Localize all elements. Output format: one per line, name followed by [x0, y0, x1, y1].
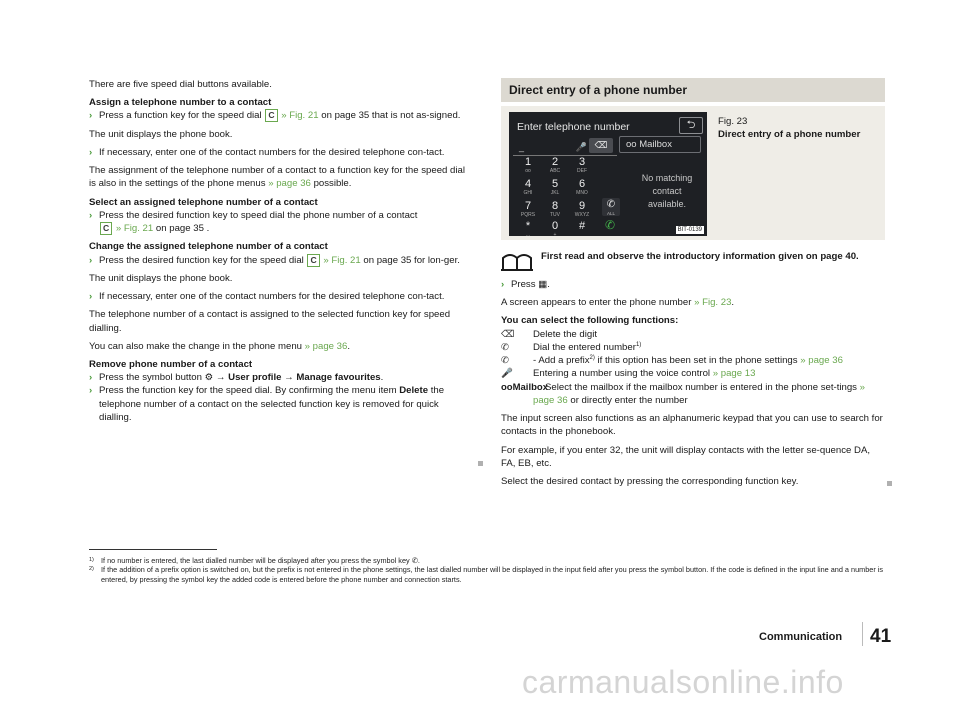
key-hash[interactable]: #: [578, 220, 586, 232]
step-arrow-icon: ›: [89, 372, 93, 384]
speed-dial-key-c: C: [307, 254, 319, 267]
fig-ref-link[interactable]: » Fig. 21: [323, 254, 361, 266]
change-menu-paragraph: You can also make the change in the phone menu » page 36.: [89, 340, 351, 352]
watermark: carmanualsonline.info: [522, 664, 844, 700]
dial-icon: ✆: [411, 556, 418, 565]
key-star[interactable]: * ...: [525, 220, 531, 236]
backspace-icon: ⌫: [594, 140, 608, 150]
fig-ref-link[interactable]: » Fig. 21: [281, 110, 319, 122]
figure-code: BIT-0139: [677, 227, 702, 233]
step-arrow-icon: ›: [89, 209, 93, 221]
menu-user-profile: User profile: [228, 372, 282, 384]
phone-book-text: The unit displays the phone book.: [89, 128, 233, 140]
heading-assign: Assign a telephone number to a contact: [89, 97, 272, 109]
key-1[interactable]: 1 oo: [524, 156, 532, 174]
section-end-marker: [478, 461, 483, 466]
assign-step-1: › Press a function key for the speed dial C » Fig. 21 on page 35 that is not as-signed.: [89, 110, 461, 122]
screen-title: Enter telephone number: [517, 121, 630, 133]
step-arrow-icon: ›: [89, 254, 93, 266]
footer-divider: [862, 622, 863, 646]
page-number: 41: [870, 626, 892, 647]
page-ref-link[interactable]: » page 13: [712, 368, 756, 380]
menu-delete: Delete: [399, 385, 429, 397]
function-row: ⌫ Delete the digit: [501, 328, 597, 340]
key-6[interactable]: 6 MNO: [576, 178, 588, 196]
select-step: › Press the desired function key to speed dial the phone number of a contact C » Fig. 21 on page 35 .: [89, 209, 418, 235]
keypad-icon: ▦: [538, 279, 548, 290]
microphone-icon: 🎤: [501, 368, 513, 380]
function-row: ✆ - Add a prefix$^{2)}$ if this option has been set in the phone settings » page 36: [501, 355, 843, 367]
call-all-button[interactable]: ✆ ALL: [602, 198, 620, 216]
speed-dial-key-c: C: [100, 222, 112, 235]
microphone-icon[interactable]: 🎤: [575, 142, 587, 152]
example-paragraph: For example, if you enter 32, the unit will display contacts with the letter se-quence DA, FA, EB, etc.: [501, 444, 871, 469]
select-paragraph: Select the desired contact by pressing the corresponding function key.: [501, 476, 799, 488]
step-arrow-icon: ›: [501, 279, 505, 290]
footnotes: [89, 556, 885, 584]
profile-settings-icon: ⚙: [204, 372, 214, 384]
voicemail-icon: oo: [626, 139, 637, 150]
page-ref-link[interactable]: » page 36: [304, 340, 348, 352]
manual-book-icon: [501, 250, 533, 272]
step-arrow-icon: ›: [89, 291, 93, 303]
footer-section-title: Communication: [759, 631, 843, 643]
section-header: Direct entry of a phone number: [501, 78, 885, 102]
heading-remove: Remove phone number of a contact: [89, 358, 253, 370]
function-list: [501, 328, 885, 407]
green-phone-icon: ✆: [604, 218, 616, 232]
fig-ref-link[interactable]: » Fig. 21: [115, 223, 154, 235]
step-arrow-icon: ›: [89, 146, 93, 158]
footnote-1: 1) If no number is entered, the last dialled number will be displayed after you press the symbol key ✆.: [89, 556, 420, 565]
key-9[interactable]: 9 WXYZ: [574, 200, 590, 218]
dial-icon: ✆: [501, 341, 509, 353]
menu-manage-favourites: Manage favourites: [296, 372, 381, 384]
heading-change: Change the assigned telephone number of a contact: [89, 241, 328, 253]
assign-paragraph: The assignment of the telephone number of a contact to a function key for the speed dial is also in the settings of the phone menus » page 36 possible.: [89, 165, 465, 190]
delete-digit-button[interactable]: [589, 138, 613, 153]
left-column: [89, 78, 473, 429]
key-4[interactable]: 4 GHI: [523, 178, 533, 196]
note-text: First read and observe the introductory information given on page 40.: [541, 251, 859, 262]
footnote-2: 2) If the addition of a prefix option is switched on, but the prefix is not entered in the phone settings, the last dialled number will be displayed in the input field after you press the symbol button. If the code is defined in the input line and a number is entered, by pressing the symbol key the added code is entered before the phone number and connection starts.: [89, 565, 884, 584]
press-step: › Press ▦.: [501, 279, 550, 290]
intro-text: There are five speed dial buttons available.: [89, 79, 272, 90]
figure-title: Direct entry of a phone number: [718, 128, 861, 140]
figure-23: [501, 106, 885, 240]
key-3[interactable]: 3 DEF: [577, 156, 587, 174]
page-ref-link[interactable]: » page 36: [533, 381, 865, 406]
phone-icon: ✆: [606, 199, 616, 210]
appears-paragraph: A screen appears to enter the phone number » Fig. 23.: [501, 297, 735, 309]
phone-entry-screen: [509, 112, 707, 236]
key-7[interactable]: 7 PQRS: [520, 200, 536, 218]
key-2[interactable]: 2 ABC: [549, 156, 561, 174]
figure-number: Fig. 23: [718, 116, 748, 127]
remove-step-2: › Press the function key for the speed dial. By confirming the menu item Delete the telephone number of a contact on the selected function key is removed for quick dialling.: [89, 385, 445, 423]
change-step-2: › If necessary, enter one of the contact numbers for the desired telephone con-tact.: [89, 291, 445, 303]
heading-select: Select an assigned telephone number of a contact: [89, 196, 318, 208]
step-arrow-icon: ›: [89, 385, 93, 397]
prefix-icon: ✆: [501, 355, 509, 367]
back-arrow-icon: ⮌: [686, 119, 696, 131]
footnote-separator: [89, 549, 217, 550]
backspace-icon: ⌫: [501, 328, 515, 340]
figure-caption: [718, 116, 860, 141]
cursor: _: [519, 142, 525, 152]
section-end-marker: [887, 481, 892, 486]
change-paragraph: The telephone number of a contact is assigned to the selected function key for speed dialling.: [89, 309, 451, 334]
function-row: 🎤 Entering a number using the voice control » page 13: [501, 368, 756, 380]
fig-ref-link[interactable]: » Fig. 23: [694, 297, 732, 309]
phone-book-text-2: The unit displays the phone book.: [89, 272, 233, 284]
key-0[interactable]: 0 +: [551, 220, 559, 236]
change-step-1: › Press the desired function key for the speed dial C » Fig. 21 on page 35 for lon-ger.: [89, 254, 460, 266]
step-arrow-icon: ›: [89, 110, 93, 122]
speed-dial-key-c: C: [265, 109, 277, 122]
function-row: ✆ Dial the entered number$^{1)}$: [501, 341, 642, 353]
back-button[interactable]: [679, 117, 703, 134]
voicemail-icon: ooMailbox: [501, 381, 548, 393]
page-ref-link[interactable]: » page 36: [800, 355, 843, 367]
mailbox-button[interactable]: oo Mailbox: [619, 136, 701, 153]
search-paragraph: The input screen also functions as an alphanumeric keypad that you can use to search for contacts in the phonebook.: [501, 413, 883, 438]
remove-step-1: › Press the symbol button ⚙ → User profile → Manage favourites.: [89, 372, 384, 384]
note-box: [501, 248, 885, 278]
function-row: ooMailbox Select the mailbox if the mailbox number is entered in the phone set-tings » page 36 or directly enter the number: [501, 381, 865, 406]
heading-functions: You can select the following functions:: [501, 315, 679, 327]
assign-step-2: › If necessary, enter one of the contact numbers for the desired telephone con-tact.: [89, 146, 445, 158]
right-column: [501, 78, 885, 493]
key-5[interactable]: 5 JKL: [550, 178, 560, 196]
dial-button[interactable]: [602, 219, 618, 232]
page-ref-link[interactable]: » page 36: [268, 178, 311, 190]
no-match-message: No matching contact available.: [641, 173, 693, 209]
key-8[interactable]: 8 TUV: [550, 200, 560, 218]
